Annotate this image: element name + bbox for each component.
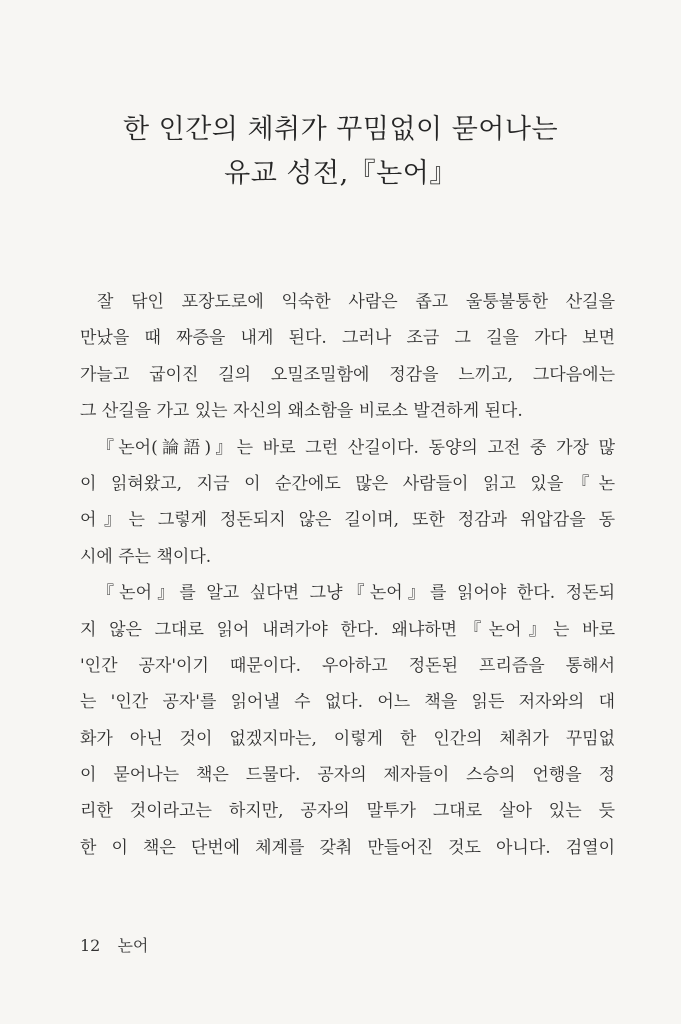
page-footer — [80, 933, 148, 956]
body-line: 지 않은 그대로 읽어 내려가야 한다. 왜냐하면『논어』는 바로 — [80, 619, 615, 640]
body-text — [80, 284, 615, 866]
body-line: 화가 아닌 것이 없겠지마는, 이렇게 한 인간의 체취가 꾸밈없 — [80, 728, 615, 749]
body-line: 리한 것이라고는 하지만, 공자의 말투가 그대로 살아 있는 듯 — [80, 801, 615, 822]
body-line: 『논어(論語)』는 바로 그런 산길이다. 동양의 고전 중 가장 많 — [97, 437, 615, 458]
page-number: 12 — [80, 936, 101, 955]
chapter-title-line-1: 한 인간의 체취가 꾸밈없이 묻어나는 — [122, 114, 559, 145]
body-line: 만났을 때 짜증을 내게 된다. 그러나 조금 그 길을 가다 보면 — [80, 328, 615, 349]
chapter-title — [0, 108, 681, 196]
body-line: 『논어』를 알고 싶다면 그냥『논어』를 읽어야 한다. 정돈되 — [97, 583, 615, 604]
body-line: 잘 닦인 포장도로에 익숙한 사람은 좁고 울퉁불퉁한 산길을 — [97, 292, 615, 312]
body-line: 어』는 그렇게 정돈되지 않은 길이며, 또한 정감과 위압감을 동 — [80, 510, 615, 531]
running-title: 논어 — [117, 936, 149, 955]
body-line: 가늘고 굽이진 길의 오밀조밀함에 정감을 느끼고, 그다음에는 — [80, 364, 615, 385]
body-line: '인간 공자'이기 때문이다. 우아하고 정돈된 프리즘을 통해서 — [80, 655, 615, 676]
chapter-title-line-2: 유교 성전,『논어』 — [224, 158, 457, 189]
body-line: 그 산길을 가고 있는 자신의 왜소함을 비로소 발견하게 된다. — [80, 401, 523, 422]
body-line: 는 '인간 공자'를 읽어낼 수 없다. 어느 책을 읽든 저자와의 대 — [80, 692, 615, 713]
body-line: 이 묻어나는 책은 드물다. 공자의 제자들이 스승의 언행을 정 — [80, 765, 615, 786]
body-line: 이 읽혀왔고, 지금 이 순간에도 많은 사람들이 읽고 있을『논 — [80, 473, 615, 494]
body-line: 시에 주는 책이다. — [80, 546, 212, 567]
body-line: 한 이 책은 단번에 체계를 갖춰 만들어진 것도 아니다. 검열이 — [80, 837, 615, 858]
